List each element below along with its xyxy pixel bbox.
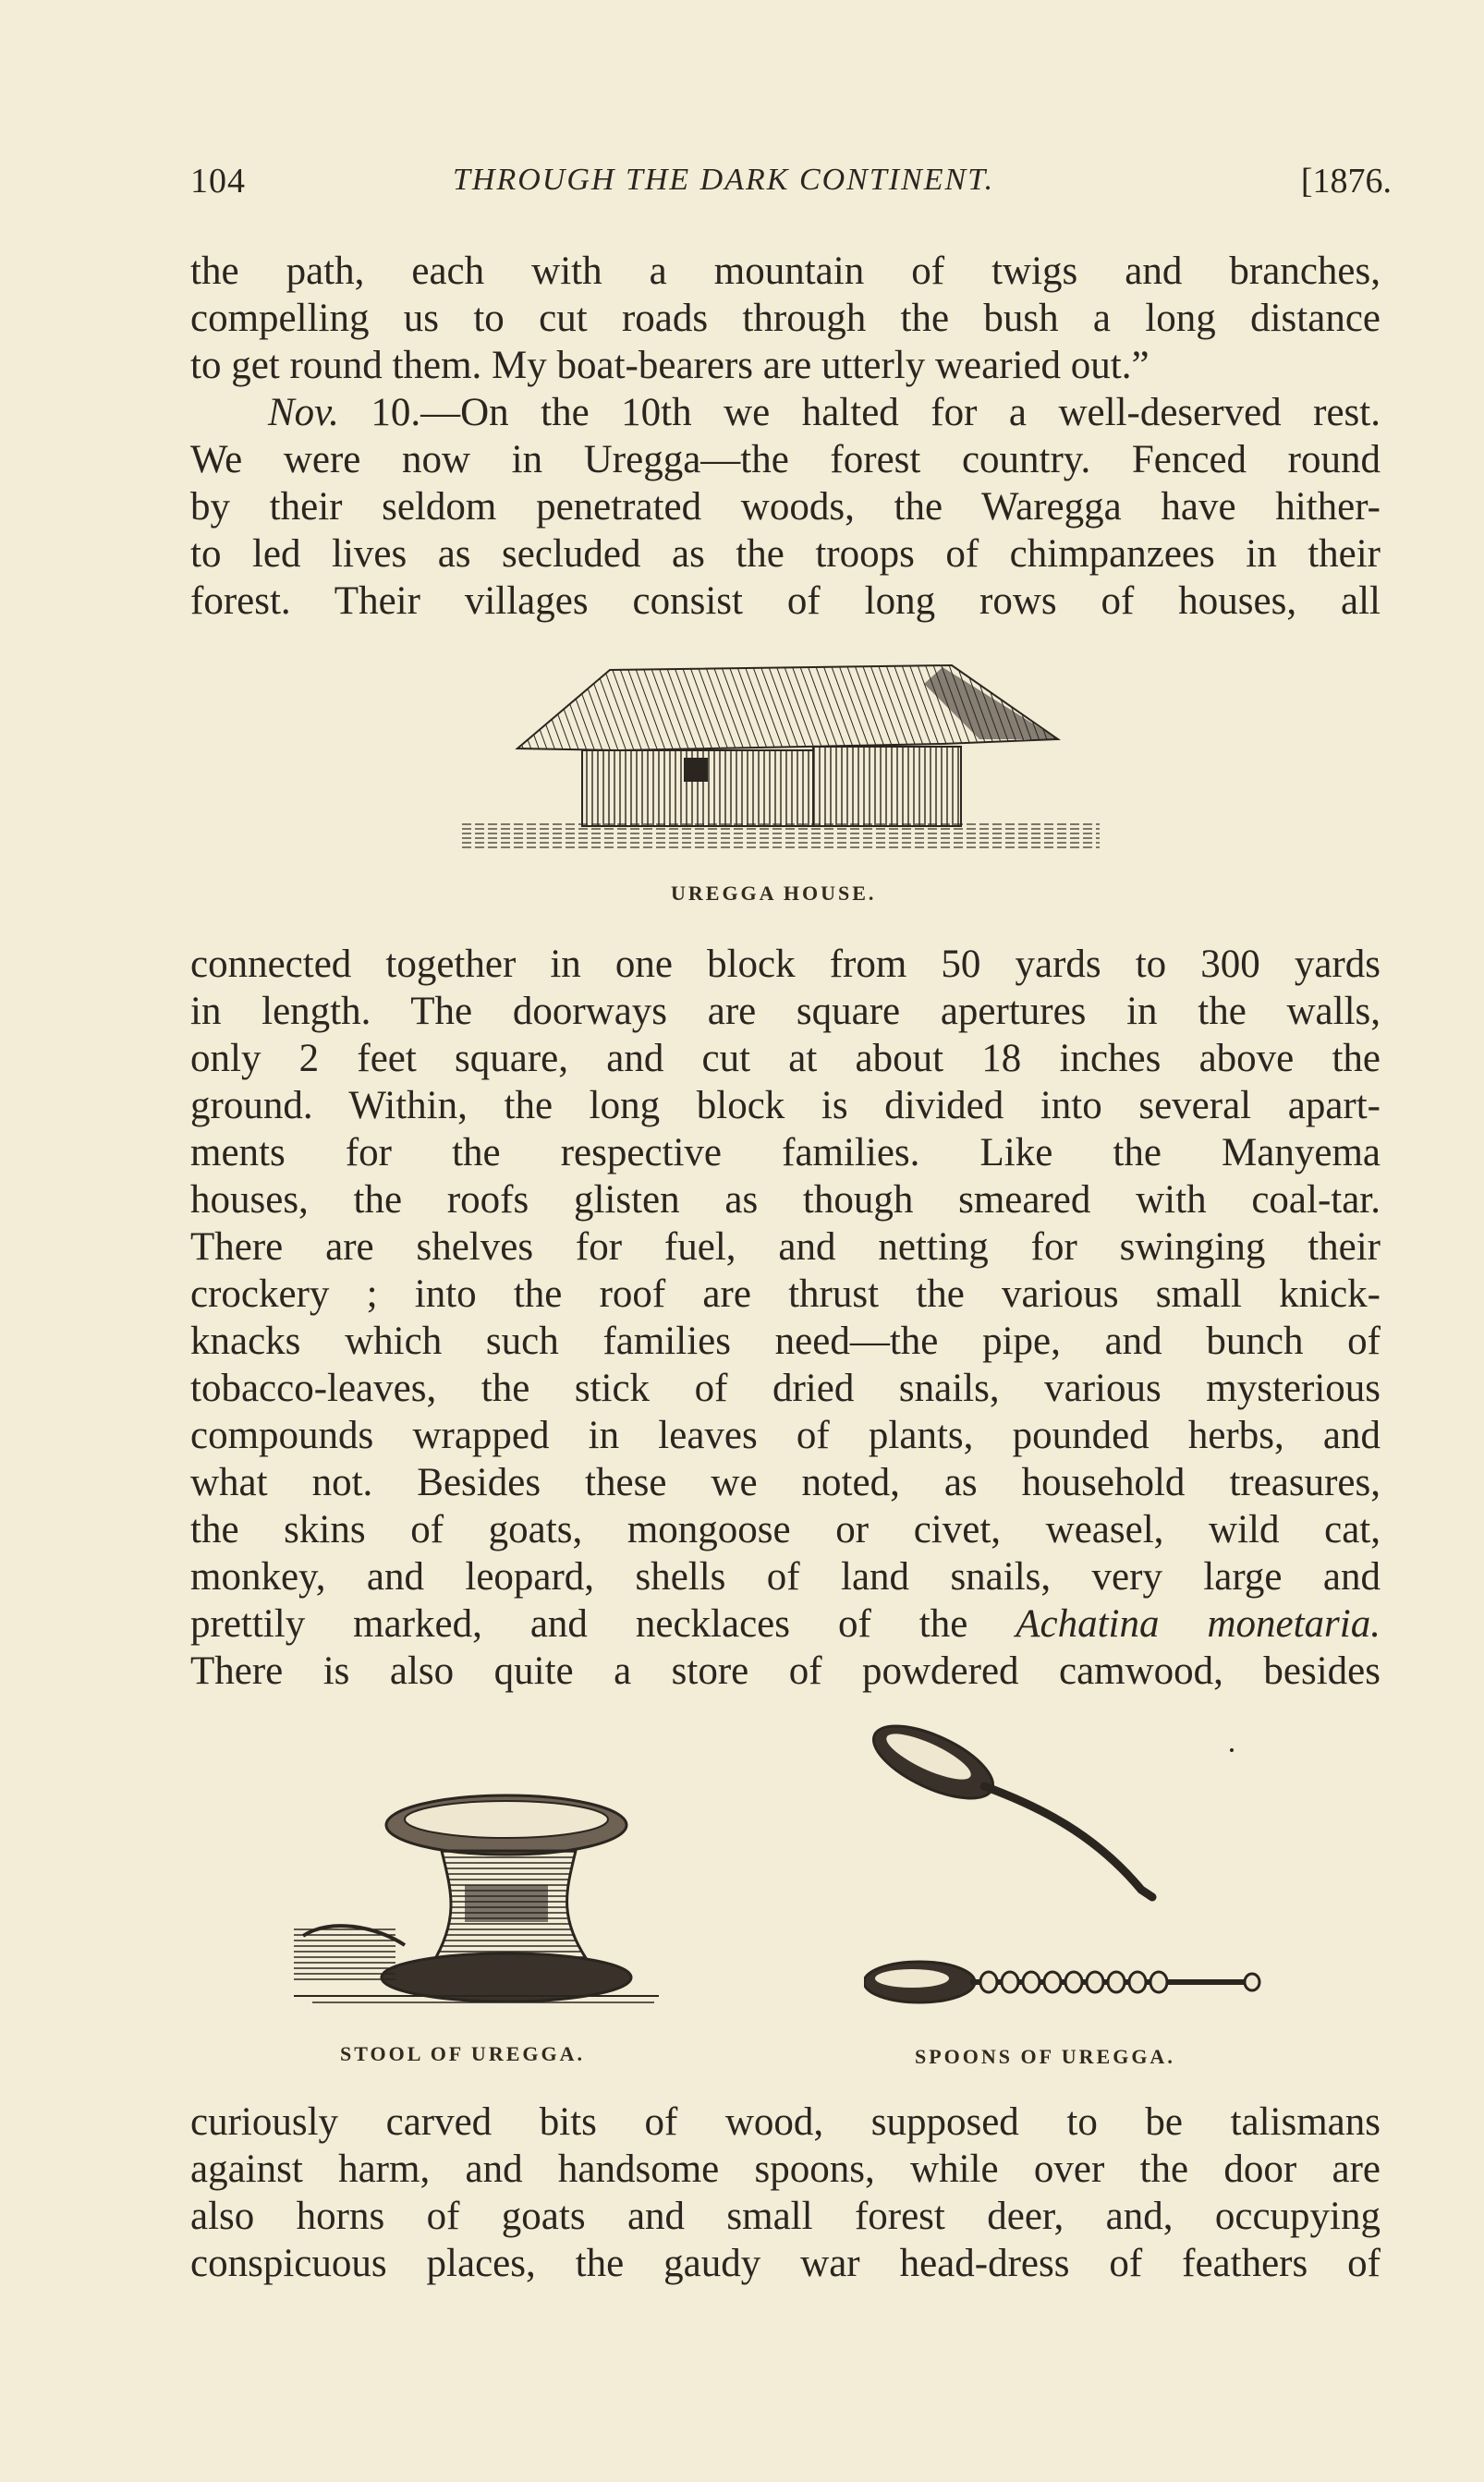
text-span: 10.—On the 10th we halted for a well-deserved rest. xyxy=(338,391,1381,434)
text-line: conspicuous places, the gaudy war head-dress of feathers of xyxy=(190,2242,1381,2285)
species-name-italic: Achatina monetaria. xyxy=(1016,1602,1381,1646)
text-line xyxy=(190,1600,1381,1648)
text-line: in length. The doorways are square apertures in the walls, xyxy=(190,990,1381,1033)
paragraph-continuation xyxy=(190,248,1381,389)
figure-caption-stool: STOOL OF UREGGA. xyxy=(340,2042,585,2065)
paragraph-main xyxy=(190,941,1381,1695)
text-line: tobacco-leaves, the stick of dried snails, various mysterious xyxy=(190,1367,1381,1410)
running-title: THROUGH THE DARK CONTINENT. xyxy=(453,163,995,197)
text-line: what not. Besides these we noted, as household treasures, xyxy=(190,1461,1381,1504)
year-marker: [1876. xyxy=(1300,162,1392,201)
paragraph-nov-10 xyxy=(190,389,1381,625)
text-line: the skins of goats, mongoose or civet, weasel, wild cat, xyxy=(190,1508,1381,1551)
date-italic: Nov. xyxy=(268,391,339,434)
text-line: to get round them. My boat-bearers are utterly wearied out.” xyxy=(190,344,1149,387)
text-line: monkey, and leopard, shells of land snails, very large and xyxy=(190,1555,1381,1599)
text-line: We were now in Uregga—the forest country. Fenced round xyxy=(190,438,1381,481)
text-line: the path, each with a mountain of twigs and branches, xyxy=(190,249,1381,293)
text-line: curiously carved bits of wood, supposed to be talismans xyxy=(190,2100,1381,2144)
text-line: by their seldom penetrated woods, the Waregga have hither- xyxy=(190,485,1381,529)
spoons-illustration xyxy=(864,1714,1289,2019)
text-line: compounds wrapped in leaves of plants, pounded herbs, and xyxy=(190,1414,1381,1457)
text-line: only 2 feet square, and cut at about 18 inches above the xyxy=(190,1037,1381,1080)
paragraph-continued xyxy=(190,2099,1381,2287)
stool-illustration xyxy=(294,1788,663,2028)
uregga-house-illustration xyxy=(462,647,1109,869)
text-line: forest. Their villages consist of long rows of houses, all xyxy=(190,579,1381,623)
page-number: 104 xyxy=(190,162,246,201)
text-line: to led lives as secluded as the troops of chimpanzees in their xyxy=(190,532,1381,576)
text-line: compelling us to cut roads through the bush a long distance xyxy=(190,297,1381,340)
running-header xyxy=(190,155,1392,211)
figure-caption-house: UREGGA HOUSE. xyxy=(671,882,877,905)
text-line: houses, the roofs glisten as though smeared with coal-tar. xyxy=(190,1178,1381,1222)
text-line: knacks which such families need—the pipe, and bunch of xyxy=(190,1320,1381,1363)
text-line: There are shelves for fuel, and netting for swinging their xyxy=(190,1225,1381,1269)
text-line: ments for the respective families. Like the Manyema xyxy=(190,1131,1381,1174)
text-line: There is also quite a store of powdered camwood, besides xyxy=(190,1649,1381,1693)
text-line: against harm, and handsome spoons, while over the door are xyxy=(190,2147,1381,2191)
text-line: connected together in one block from 50 yards to 300 yards xyxy=(190,943,1381,986)
text-line: also horns of goats and small forest deer, and, occupying xyxy=(190,2195,1381,2238)
text-span: prettily marked, and necklaces of the xyxy=(190,1602,1016,1646)
text-line: ground. Within, the long block is divided into several apart- xyxy=(190,1084,1381,1127)
figure-caption-spoons: SPOONS OF UREGGA. xyxy=(915,2045,1175,2068)
text-line: crockery ; into the roof are thrust the various small knick- xyxy=(190,1272,1381,1316)
text-line xyxy=(190,389,1381,436)
